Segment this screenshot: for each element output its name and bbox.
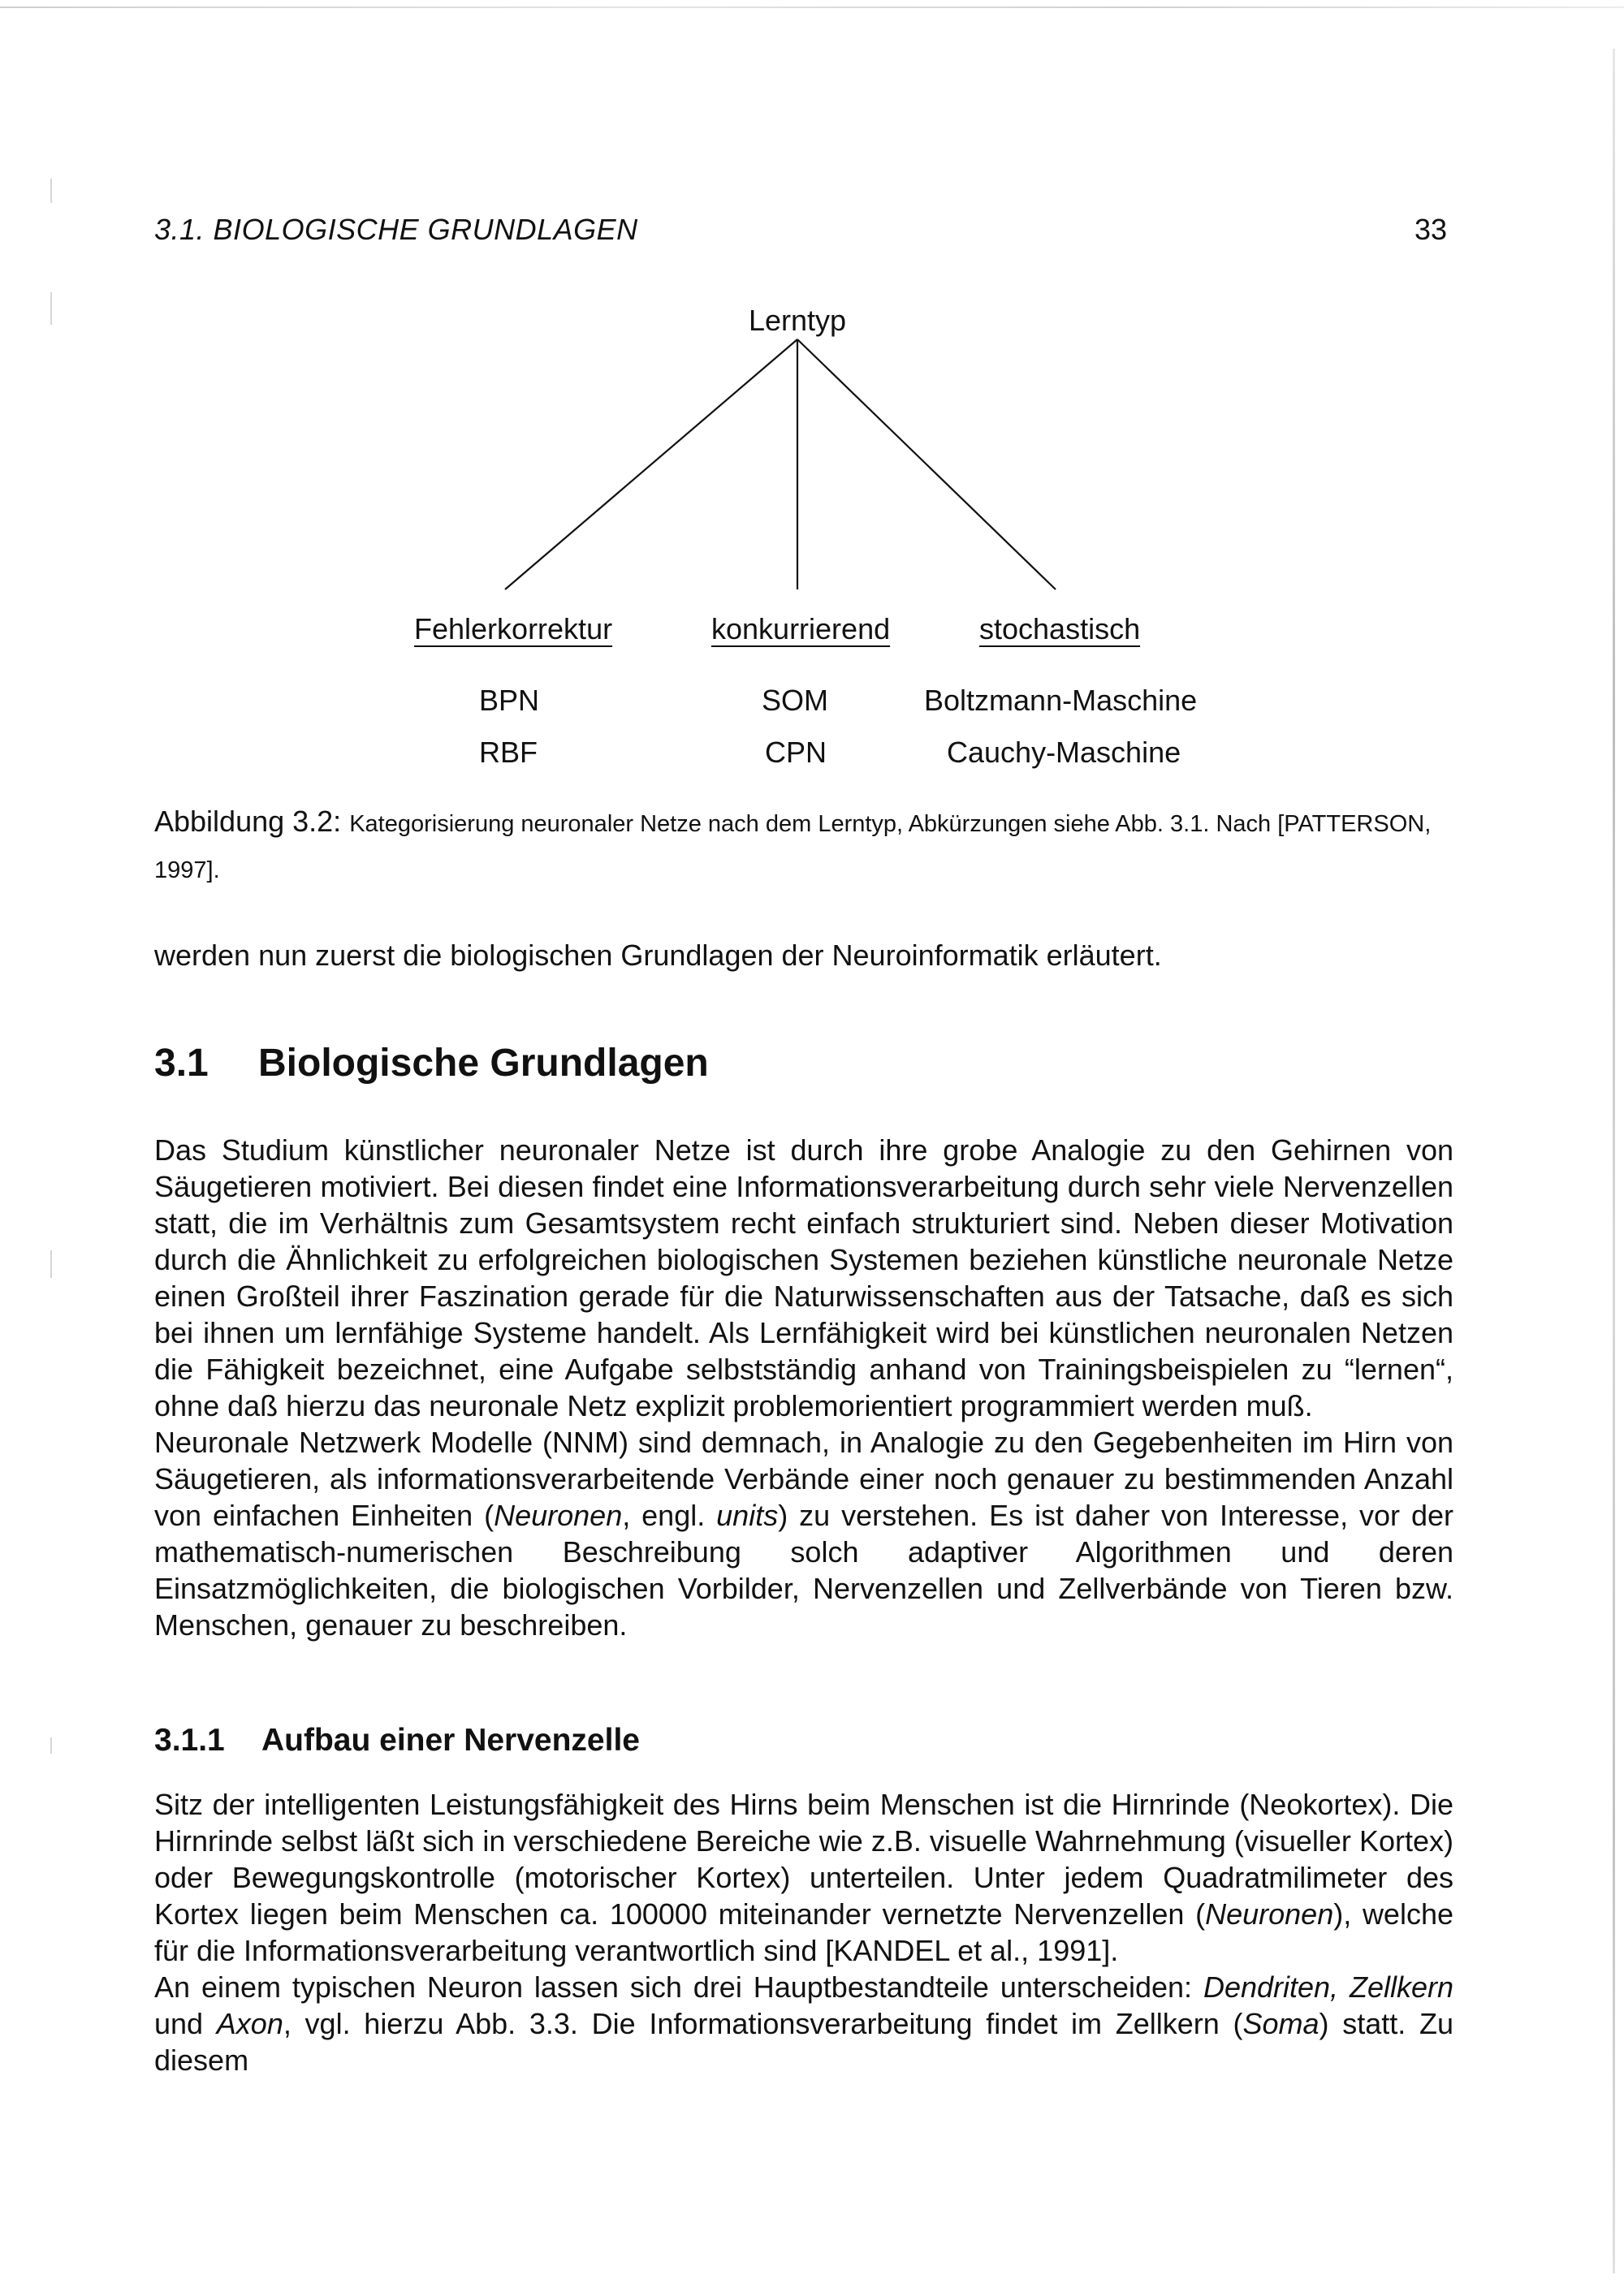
category-label: Fehlerkorrektur xyxy=(414,612,613,645)
scan-mark xyxy=(50,1737,52,1754)
paragraph-text: ), welche für die Informationsverarbeitung verantwortlich sind [KANDEL et al., 1991]. xyxy=(154,1897,1453,1967)
section-heading xyxy=(154,1041,709,1085)
method-item: SOM xyxy=(762,684,829,717)
learning-type-tree-figure xyxy=(0,0,1624,812)
emphasis-term: units xyxy=(716,1499,779,1532)
paragraph-text: ) zu verstehen. Es ist daher von Interesse, vor der mathematisch-numerischen Beschreibung solch adaptiver Algorithmen und deren Einsatzmöglichkeiten, die biologischen Vorbilder, Nervenzellen und Zellverbände von Tieren bzw. Menschen, genauer zu beschreiben. xyxy=(154,1499,1453,1642)
emphasis-term: Axon xyxy=(216,2007,283,2040)
method-item: CPN xyxy=(765,736,827,769)
figure-caption-text: Kategorisierung neuronaler Netze nach dem Lerntyp, Abkürzungen siehe Abb. 3.1. Nach [PATTERSON, 1997]. xyxy=(154,811,1432,883)
scan-mark xyxy=(50,1250,52,1278)
subsection-heading xyxy=(154,1723,640,1759)
subsection-paragraph xyxy=(154,1786,1453,2078)
emphasis-term: Neuronen xyxy=(494,1499,623,1532)
emphasis-term: Soma xyxy=(1242,2007,1320,2040)
edge-to-stochastisch xyxy=(797,339,1056,589)
paragraph-text: , engl. xyxy=(622,1499,717,1532)
section-number: 3.1 xyxy=(154,1042,209,1085)
paragraph-text: Sitz der intelligenten Leistungsfähigkeit des Hirns beim Menschen ist die Hirnrinde (Neokortex). Die Hirnrinde selbst läßt sich in verschiedene Bereiche wie z.B. visuelle Wahrnehmung (visueller Kortex) oder Bewegungskontrolle (motorischer Kortex) unterteilen. Unter jedem Quadratmilimeter des Kortex liegen beim Menschen ca. 100000 miteinander vernetzte Nervenzellen ( xyxy=(154,1788,1453,1931)
section-title: Biologische Grundlagen xyxy=(258,1042,709,1085)
page-number: 33 xyxy=(1415,213,1448,246)
method-item: BPN xyxy=(479,684,540,717)
paragraph-text: Das Studium künstlicher neuronaler Netze ist durch ihre grobe Analogie zu den Gehirnen von Säugetieren motiviert. Bei diesen findet eine Informationsverarbeitung durch sehr viele Nervenzellen statt, die im Verhältnis zum Gesamtsystem recht einfach strukturiert sind. Neben dieser Motivation durch die Ähnlichkeit zu erfolgreichen biologischen Systemen beziehen künstliche neuronale Netze einen Großteil ihrer Faszination gerade für die Naturwissenschaften aus der Tatsache, daß es sich bei ihnen um lernfähige Systeme handelt. Als Lernfähigkeit wird bei künstlichen neuronalen Netzen die Fähigkeit bezeichnet, eine Aufgabe selbstständig anhand von Trainingsbeispielen zu “lernen“, ohne daß hierzu das neuronale Netz explizit problemorientiert programmiert werden muß. xyxy=(154,1133,1453,1422)
figure-caption xyxy=(154,800,1453,892)
section-paragraph xyxy=(154,1132,1453,1643)
subsection-title: Aufbau einer Nervenzelle xyxy=(261,1723,640,1758)
paragraph-text: und xyxy=(154,2007,217,2040)
method-item: Cauchy-Maschine xyxy=(947,736,1181,769)
emphasis-term: Neuronen xyxy=(1205,1897,1334,1931)
subsection-number: 3.1.1 xyxy=(154,1723,225,1758)
tree-root-label: Lerntyp xyxy=(749,304,847,337)
category-label: konkurrierend xyxy=(711,612,891,645)
paragraph-text: An einem typischen Neuron lassen sich drei Hauptbestandteile unterscheiden: xyxy=(154,1970,1203,2004)
edge-to-fehlerkorrektur xyxy=(505,339,797,589)
intro-line: werden nun zuerst die biologischen Grundlagen der Neuroinformatik erläutert. xyxy=(154,939,1162,972)
category-label: stochastisch xyxy=(979,612,1141,645)
method-item: Boltzmann-Maschine xyxy=(924,684,1198,717)
emphasis-term: Dendriten, Zellkern xyxy=(1203,1970,1454,2004)
paragraph-text: Neuronale Netzwerk Modelle (NNM) sind demnach, in Analogie zu den Gegebenheiten im Hirn von Säugetieren, als informationsverarbeitende Verbände einer noch genauer zu bestimmenden Anzahl von einfachen Einheiten ( xyxy=(154,1426,1453,1532)
paragraph-text: , vgl. hierzu Abb. 3.3. Die Informationsverarbeitung findet im Zellkern ( xyxy=(283,2007,1243,2040)
method-item: RBF xyxy=(479,736,538,769)
running-header-title: 3.1. BIOLOGISCHE GRUNDLAGEN xyxy=(154,213,638,246)
figure-caption-label: Abbildung 3.2: xyxy=(154,805,342,838)
paragraph-text: ) statt. Zu diesem xyxy=(154,2007,1453,2077)
